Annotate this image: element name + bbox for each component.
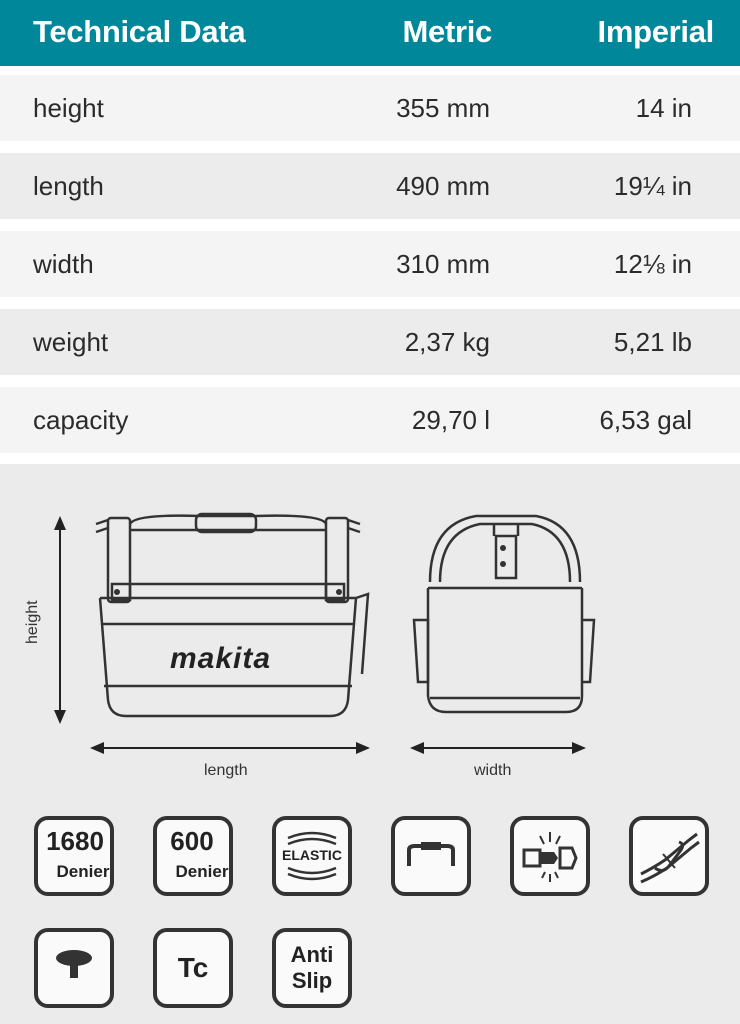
row-label: weight xyxy=(33,327,109,357)
front-view-bag xyxy=(96,514,368,716)
length-label: length xyxy=(204,762,248,779)
denier-unit: Denier xyxy=(56,862,110,881)
handle-icon xyxy=(391,816,471,896)
denier-unit: Denier xyxy=(175,862,229,881)
tc-icon xyxy=(153,928,233,1008)
row-label: height xyxy=(33,93,104,123)
table-row-height xyxy=(0,75,740,141)
row-imperial-value: 14 in xyxy=(635,93,692,123)
row-imperial-value: 6,53 gal xyxy=(599,405,692,435)
row-metric-value: 490 mm xyxy=(396,171,490,201)
table-row-weight xyxy=(0,309,740,375)
header-imperial: Imperial xyxy=(597,14,714,49)
product-illustration-panel xyxy=(0,464,740,1024)
row-label: capacity xyxy=(33,405,129,435)
table-row-length xyxy=(0,153,740,219)
anti-slip-line2: Slip xyxy=(291,968,333,993)
row-metric-value: 29,70 l xyxy=(411,405,490,435)
shoulder-strap-icon xyxy=(629,816,709,896)
row-label: length xyxy=(33,171,104,201)
row-imperial-value: 12⅛ in xyxy=(613,249,692,279)
tc-text: Tc xyxy=(177,952,209,983)
anti-slip-icon xyxy=(272,928,352,1008)
stud-feet-icon xyxy=(34,928,114,1008)
denier-1680-icon xyxy=(34,816,114,896)
denier-number: 1680 xyxy=(46,826,104,856)
table-header xyxy=(0,0,740,66)
anti-slip-line1: Anti xyxy=(290,942,334,967)
row-imperial-value: 19¼ in xyxy=(613,171,692,201)
header-title: Technical Data xyxy=(33,14,246,49)
elastic-text: ELASTIC xyxy=(282,847,342,863)
height-label: height xyxy=(24,600,41,644)
dimension-arrows xyxy=(60,522,580,748)
row-imperial-value: 5,21 lb xyxy=(613,327,692,357)
elastic-icon xyxy=(272,816,352,896)
brand-logo: makita xyxy=(170,642,272,675)
denier-number: 600 xyxy=(170,826,214,856)
row-label: width xyxy=(33,249,94,279)
row-metric-value: 2,37 kg xyxy=(404,327,490,357)
table-row-width xyxy=(0,231,740,297)
row-metric-value: 310 mm xyxy=(396,249,490,279)
row-metric-value: 355 mm xyxy=(396,93,490,123)
tool-bag-drawing xyxy=(0,464,740,794)
table-row-capacity xyxy=(0,387,740,453)
width-label: width xyxy=(474,762,512,779)
buckle-icon xyxy=(510,816,590,896)
denier-600-icon xyxy=(153,816,233,896)
header-metric: Metric xyxy=(402,14,492,49)
